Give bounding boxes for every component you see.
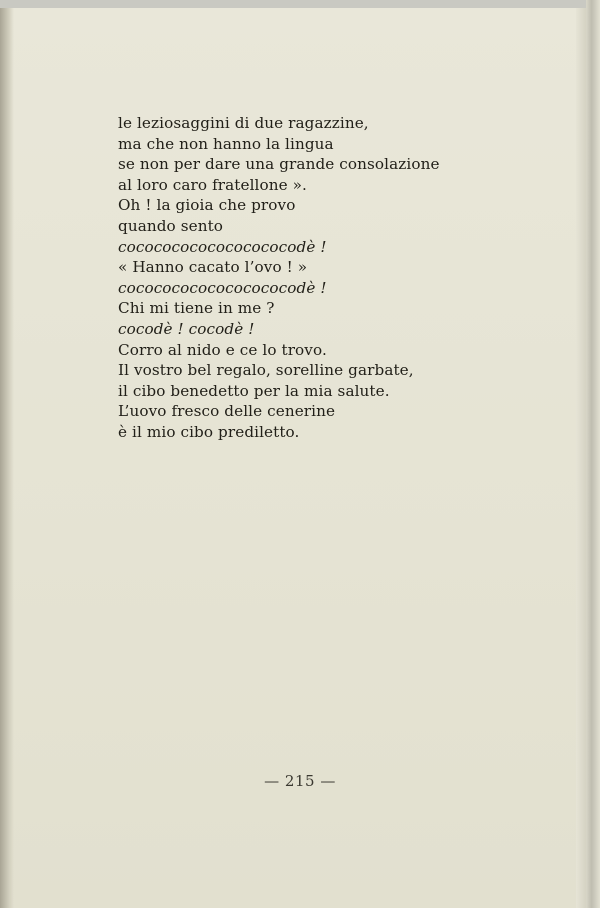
poem-line: quando sento bbox=[118, 216, 224, 235]
poem-line: ma che non hanno la lingua bbox=[118, 134, 334, 153]
poem-line-italic: cocococococococococodè ! bbox=[118, 237, 327, 256]
poem-line: Corro al nido e ce lo trovo. bbox=[118, 340, 327, 359]
poem-line: al loro caro fratellone ». bbox=[118, 175, 307, 194]
poem-line: L’uovo fresco delle cenerine bbox=[118, 402, 336, 421]
poem-line: Oh ! la gioia che provo bbox=[118, 196, 296, 215]
poem-line: è il mio cibo prediletto. bbox=[118, 422, 300, 441]
poem-line: se non per dare una grande consolazione bbox=[118, 155, 440, 174]
poem-line: il cibo benedetto per la mia salute. bbox=[118, 381, 390, 400]
page-number: — 215 — bbox=[264, 772, 336, 790]
poem-line-italic: cocococococococococodè ! bbox=[118, 278, 327, 297]
poem-line: Il vostro bel regalo, sorelline garbate, bbox=[118, 361, 414, 380]
poem-text-block bbox=[118, 113, 440, 443]
poem-line-italic: cocodè ! cocodè ! bbox=[118, 319, 255, 338]
poem-line: le leziosaggini di due ragazzine, bbox=[118, 114, 369, 132]
poem-line: « Hanno cacato l’ovo ! » bbox=[118, 258, 308, 277]
scan-top-margin bbox=[0, 0, 600, 8]
poem-line: Chi mi tiene in me ? bbox=[118, 299, 275, 318]
